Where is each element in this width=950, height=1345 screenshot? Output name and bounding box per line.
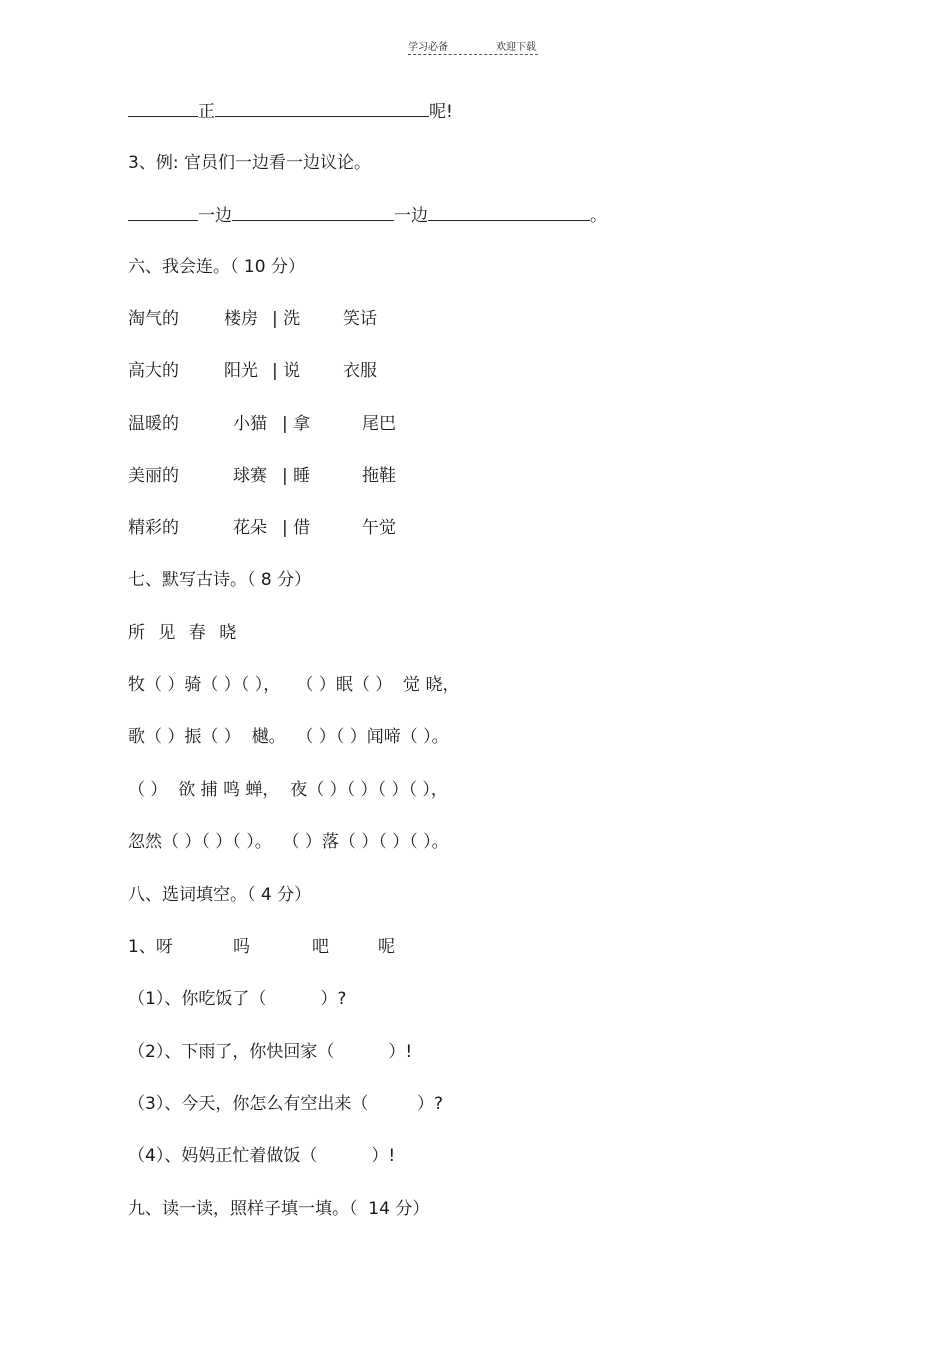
match-verb: | 说: [272, 361, 301, 381]
blank[interactable]: [128, 204, 198, 221]
poem-line: 歌（ ）振（ ） 樾。 （ ）（ ）闻啼（ ）。: [128, 727, 449, 747]
match-row: [128, 308, 528, 330]
section-9-title: 九、读一读，照样子填一填。（ 14 分）: [128, 1199, 430, 1219]
fill-word: 一边: [394, 206, 428, 226]
fill-end: 。: [590, 206, 607, 226]
match-noun: 小猫: [233, 414, 267, 434]
fill-word: 正: [198, 102, 215, 122]
match-object: 衣服: [343, 361, 377, 381]
section-8-title: 八、选词填空。（ 4 分）: [128, 885, 312, 905]
match-row: [128, 360, 528, 382]
poem-line: 忽然（ ）（ ）（ ）。 （ ）落（ ）（ ）（ ）。: [128, 832, 449, 852]
example-3: 3、例: 官员们一边看一边议论。: [128, 153, 371, 173]
match-object: 拖鞋: [362, 466, 396, 486]
section-7-title: 七、默写古诗。（ 8 分）: [128, 570, 312, 590]
poem-titles: 所 见 春 晓: [128, 623, 241, 643]
word-choice: 吧: [312, 937, 329, 957]
fill-word: 一边: [198, 206, 232, 226]
fill-item: （2）、下雨了，你快回家（ ）!: [128, 1042, 413, 1062]
poem-line: 牧（ ）骑（ ）（ ）， （ ）眠（ ） 觉 晓，: [128, 675, 460, 695]
match-object: 笑话: [343, 309, 377, 329]
blank[interactable]: [232, 204, 394, 221]
poem-line: （ ） 欲 捕 鸣 蝉， 夜（ ）（ ）（ ）（ ），: [128, 780, 448, 800]
fill-line-3: [128, 204, 607, 226]
fill-end: 呢!: [429, 102, 453, 122]
fill-item: （4）、妈妈正忙着做饭（ ）!: [128, 1146, 396, 1166]
blank[interactable]: [428, 204, 590, 221]
word-choice: 1、呀: [128, 937, 173, 957]
match-adjective: 温暖的: [128, 414, 179, 434]
fill-item: （1）、你吃饭了（ ）?: [128, 989, 347, 1009]
match-noun: 楼房: [224, 309, 258, 329]
match-verb: | 睡: [282, 466, 311, 486]
match-adjective: 淘气的: [128, 309, 179, 329]
header-right: 欢迎下载: [496, 42, 536, 53]
blank[interactable]: [128, 100, 198, 117]
match-object: 午觉: [362, 518, 396, 538]
match-object: 尾巴: [362, 414, 396, 434]
match-adjective: 美丽的: [128, 466, 179, 486]
match-verb: | 借: [282, 518, 311, 538]
match-noun: 球赛: [233, 466, 267, 486]
match-verb: | 洗: [272, 309, 301, 329]
match-noun: 花朵: [233, 518, 267, 538]
header-left: 学习必备: [408, 42, 448, 53]
word-choice: 呢: [378, 937, 395, 957]
match-row: [128, 517, 528, 539]
word-choices: [128, 936, 428, 958]
header-divider: [408, 54, 538, 55]
fill-item: （3）、今天，你怎么有空出来（ ）?: [128, 1094, 443, 1114]
match-verb: | 拿: [282, 414, 311, 434]
match-adjective: 精彩的: [128, 518, 179, 538]
match-row: [128, 413, 528, 435]
match-adjective: 高大的: [128, 361, 179, 381]
match-row: [128, 465, 528, 487]
fill-line-2: [128, 100, 453, 122]
word-choice: 吗: [233, 937, 250, 957]
blank[interactable]: [215, 100, 429, 117]
match-noun: 阳光: [224, 361, 258, 381]
section-6-title: 六、我会连。（ 10 分）: [128, 257, 305, 277]
